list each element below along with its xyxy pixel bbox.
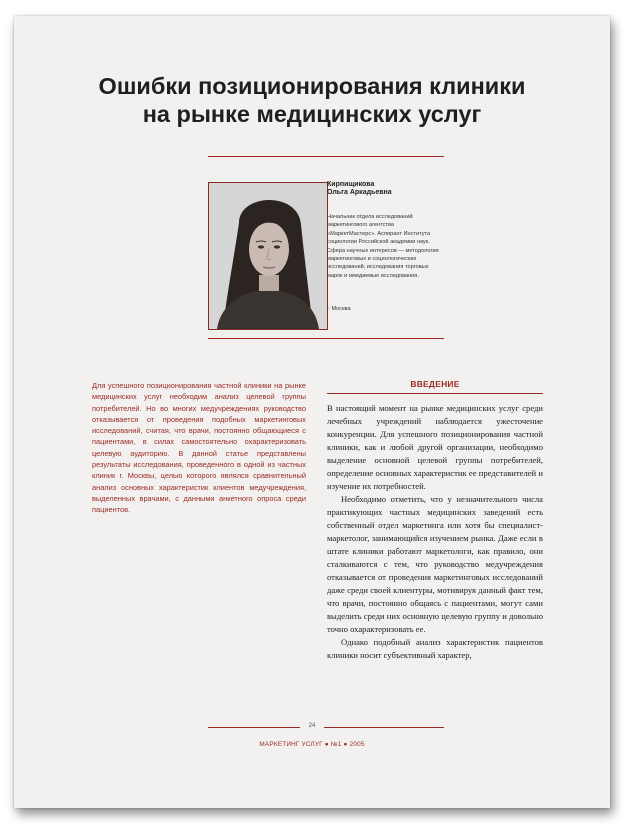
author-given-names: Ольга Аркадьевна xyxy=(327,189,392,196)
section-heading: ВВЕДЕНИЕ xyxy=(410,379,460,389)
body-paragraph-1: В настоящий момент на рынке медицинских услуг среди лечебных учреждений наблюдается ужесточение конкуренции. Для успешного позиционирования частной клиники, как и любой другой организации, необходимо выделение основной целевой группы потребителей, определение основных характеристик ее представителей и изучение их потребностей. xyxy=(327,403,543,491)
body-paragraph-3: Однако подобный анализ характеристик пациентов клиники носит субъективный характер, xyxy=(327,637,543,660)
author-name xyxy=(327,181,447,197)
author-photo xyxy=(208,182,328,330)
journal-footer: МАРКЕТИНГ УСЛУГ ● №1 ● 2005 xyxy=(259,741,365,748)
author-block-divider xyxy=(208,338,444,339)
article-title-line-2: на рынке медицинских услуг xyxy=(142,101,482,127)
body-paragraph-2: Необходимо отметить, что у незначительного числа практикующих частных медицинских заведений есть собственный отдел маркетинга или хотя бы специалист-маркетолог, занимающийся изучением рынка. Даже если в штате клиники работают маркетологи, как правило, они сталкиваются с тем, что руководство медучреждения отказывается от проведения маркетинговых исследований даже среди своей клиентуры, мотивируя данный факт тем, что врачи, постоянно общаясь с пациентами, могут сами выделить среди них основную целевую группу и довольно точно охарактеризовать ее. xyxy=(327,494,543,634)
body-text xyxy=(327,402,543,662)
page-number: 24 xyxy=(308,723,316,729)
author-city: г. Москва xyxy=(327,306,351,312)
journal-page xyxy=(14,16,610,808)
section-heading-underline xyxy=(327,393,543,394)
author-bio: Начальник отдела исследований маркетингового агентства «МаркетМастерс». Аспирант Института социологии Российской академии наук. Сфера научных интересов — методология маркетинговых и социологических исследований, исследования торговых марок и имиджевые исследования. xyxy=(327,214,439,279)
author-portrait-image xyxy=(209,183,327,329)
article-title xyxy=(14,72,610,128)
title-divider xyxy=(208,156,444,157)
article-title-line-1: Ошибки позиционирования клиники xyxy=(98,73,526,99)
footer-rule-right xyxy=(324,727,444,728)
article-abstract: Для успешного позиционирования частной клиники на рынке медицинских услуг необходим анализ целевой группы потребителей. Но во многих медучреждениях руководство отказывается от проведения подобных маркетинговых исследований, считая, что врачи, постоянно общающиеся с пациентами, в силах самостоятельно охарактеризовать целевую аудиторию. В данной статье представлены результаты исследования, проведенного в одной из частных клиник г. Москвы, целью которого являлся сравнительный анализ основных характеристик клиентов медучреждения, выделенных врачами, с данными анкетного опроса среди пациентов. xyxy=(92,381,306,515)
author-surname: Кирпищикова xyxy=(327,181,375,188)
